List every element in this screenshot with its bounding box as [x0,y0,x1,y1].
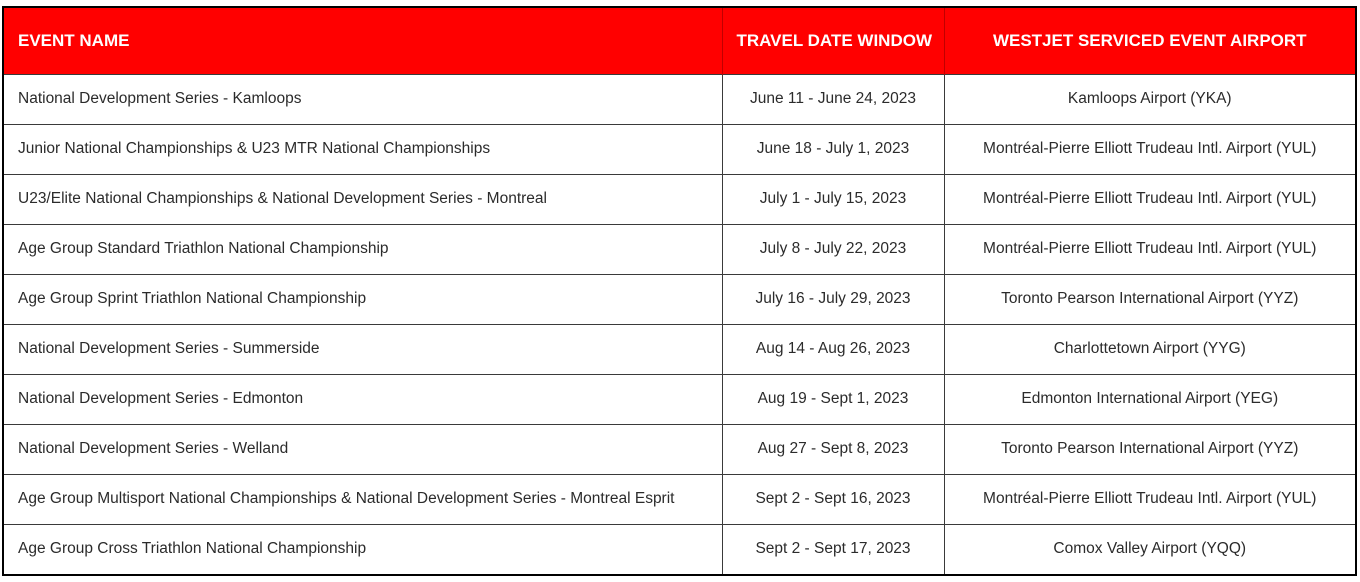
event-name-cell: National Development Series - Kamloops [4,74,722,124]
table-row [4,274,1355,324]
table-row [4,524,1355,574]
travel-date-cell: Aug 19 - Sept 1, 2023 [722,374,944,424]
event-name-cell: National Development Series - Edmonton [4,374,722,424]
travel-date-cell: June 11 - June 24, 2023 [722,74,944,124]
event-name-cell: U23/Elite National Championships & National Development Series - Montreal [4,174,722,224]
table-row [4,474,1355,524]
event-name-cell: Age Group Cross Triathlon National Championship [4,524,722,574]
travel-date-cell: Aug 14 - Aug 26, 2023 [722,324,944,374]
airport-cell: Comox Valley Airport (YQQ) [944,524,1355,574]
header-row [4,8,1355,74]
header-event-name: EVENT NAME [4,8,722,74]
header-travel-date-window: TRAVEL DATE WINDOW [722,8,944,74]
airport-cell: Edmonton International Airport (YEG) [944,374,1355,424]
table-row [4,324,1355,374]
airport-cell: Charlottetown Airport (YYG) [944,324,1355,374]
table-row [4,174,1355,224]
table-row [4,74,1355,124]
events-table-container [2,6,1357,576]
travel-date-cell: July 16 - July 29, 2023 [722,274,944,324]
airport-cell: Montréal-Pierre Elliott Trudeau Intl. Airport (YUL) [944,224,1355,274]
travel-date-cell: Sept 2 - Sept 17, 2023 [722,524,944,574]
travel-date-cell: July 8 - July 22, 2023 [722,224,944,274]
table-body [4,74,1355,574]
airport-cell: Montréal-Pierre Elliott Trudeau Intl. Airport (YUL) [944,174,1355,224]
event-name-cell: National Development Series - Welland [4,424,722,474]
header-event-airport: WESTJET SERVICED EVENT AIRPORT [944,8,1355,74]
events-table [4,8,1355,574]
airport-cell: Kamloops Airport (YKA) [944,74,1355,124]
event-name-cell: Age Group Sprint Triathlon National Championship [4,274,722,324]
airport-cell: Toronto Pearson International Airport (YYZ) [944,424,1355,474]
event-name-cell: National Development Series - Summerside [4,324,722,374]
table-row [4,224,1355,274]
event-name-cell: Age Group Multisport National Championships & National Development Series - Montreal Esprit [4,474,722,524]
table-row [4,374,1355,424]
event-name-cell: Age Group Standard Triathlon National Championship [4,224,722,274]
airport-cell: Montréal-Pierre Elliott Trudeau Intl. Airport (YUL) [944,124,1355,174]
travel-date-cell: July 1 - July 15, 2023 [722,174,944,224]
table-row [4,424,1355,474]
airport-cell: Toronto Pearson International Airport (YYZ) [944,274,1355,324]
travel-date-cell: Aug 27 - Sept 8, 2023 [722,424,944,474]
event-name-cell: Junior National Championships & U23 MTR National Championships [4,124,722,174]
table-header [4,8,1355,74]
travel-date-cell: Sept 2 - Sept 16, 2023 [722,474,944,524]
airport-cell: Montréal-Pierre Elliott Trudeau Intl. Airport (YUL) [944,474,1355,524]
table-row [4,124,1355,174]
travel-date-cell: June 18 - July 1, 2023 [722,124,944,174]
